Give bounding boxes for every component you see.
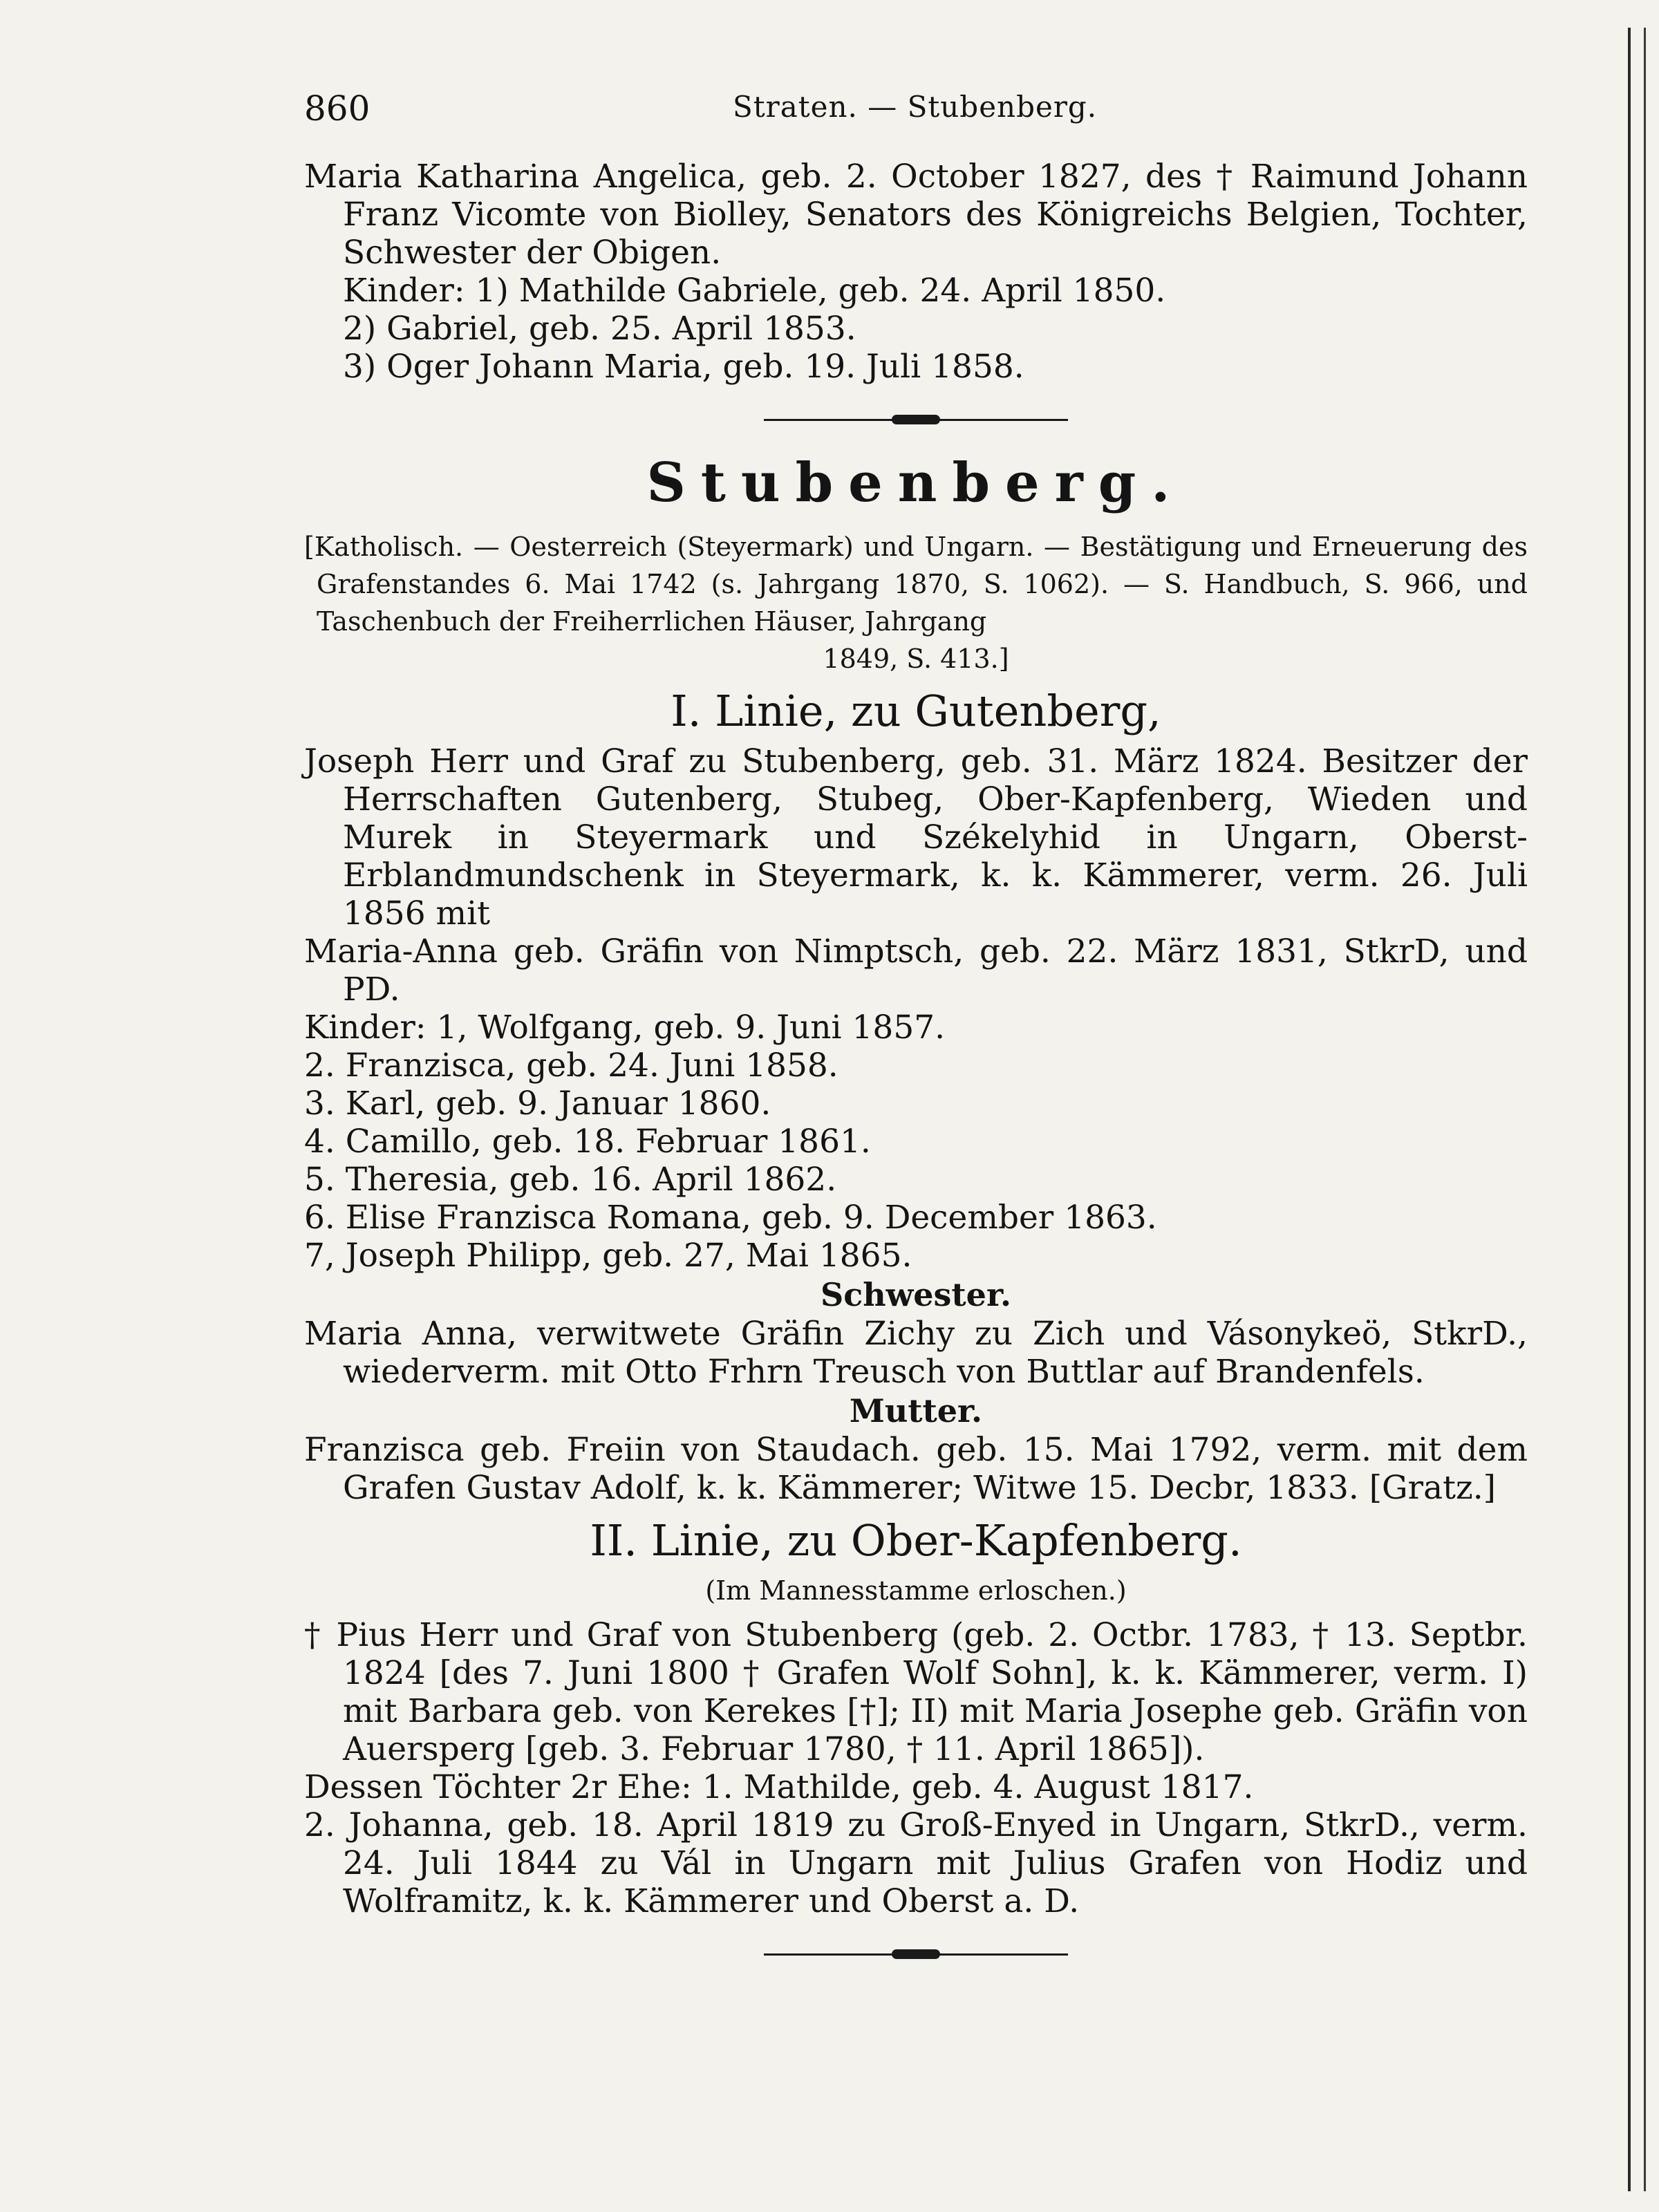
mother-entry: Franzisca geb. Freiin von Staudach. geb. 15. Mai 1792, verm. mit dem Grafen Gustav Adolf, k. k. Kämmerer; Witwe 15. Decbr, 1833. [Gratz.] xyxy=(304,1431,1528,1507)
line1-child-4: 4. Camillo, geb. 18. Februar 1861. xyxy=(304,1123,871,1161)
running-head: Straten. — Stubenberg. xyxy=(733,90,1098,124)
line2-note: (Im Mannesstamme erloschen.) xyxy=(705,1575,1127,1606)
right-margin-rule xyxy=(1628,28,1631,2191)
line1-spouse-entry: Maria-Anna geb. Gräfin von Nimptsch, geb. 22. März 1831, StkrD, und PD. xyxy=(304,932,1528,1009)
family-meta xyxy=(304,528,1528,677)
mother-heading: Mutter. xyxy=(849,1392,983,1430)
line2-heading: II. Linie, zu Ober-Kapfenberg. xyxy=(590,1515,1242,1566)
line1-child-5: 5. Theresia, geb. 16. April 1862. xyxy=(304,1161,837,1199)
sister-heading: Schwester. xyxy=(821,1276,1011,1313)
page-content xyxy=(304,158,1528,1987)
line1-heading: I. Linie, zu Gutenberg, xyxy=(671,686,1161,736)
line1-head-entry: Joseph Herr und Graf zu Stubenberg, geb. 31. März 1824. Besitzer der Herrschaften Gutenberg, Stubeg, Ober-Kapfenberg, Wieden und Murek in Steyermark und Székelyhid in Ungarn, Oberst-Erblandmundschenk in Steyermark, k. k. Kämmerer, verm. 26. Juli 1856 mit xyxy=(304,742,1528,932)
intro-child-3: 3) Oger Johann Maria, geb. 19. Juli 1858. xyxy=(343,348,1024,386)
line2-daughters-line: Dessen Töchter 2r Ehe: 1. Mathilde, geb. 4. August 1817. xyxy=(304,1768,1254,1806)
page-number: 860 xyxy=(304,88,371,129)
right-margin-rule-outer xyxy=(1644,28,1646,2191)
intro-entry: Maria Katharina Angelica, geb. 2. October 1827, des † Raimund Johann Franz Vicomte von Biolley, Senators des Königreichs Belgien, Tochter, Schwester der Obigen. xyxy=(304,158,1528,272)
line2-daughter-2: 2. Johanna, geb. 18. April 1819 zu Groß-Enyed in Ungarn, StkrD., verm. 24. Juli 1844 zu Vál in Ungarn mit Julius Grafen von Hodiz und Wolframitz, k. k. Kämmerer und Oberst a. D. xyxy=(304,1806,1528,1920)
line1-child-2: 2. Franzisca, geb. 24. Juni 1858. xyxy=(304,1047,838,1085)
line2-entry: † Pius Herr und Graf von Stubenberg (geb. 2. Octbr. 1783, † 13. Septbr. 1824 [des 7. Juni 1800 † Grafen Wolf Sohn], k. k. Kämmerer, verm. I) mit Barbara geb. von Kerekes [†]; II) mit Maria Josephe geb. Gräfin von Auersperg [geb. 3. Februar 1780, † 11. April 1865]). xyxy=(304,1616,1528,1768)
end-divider-ornament xyxy=(764,1949,1068,1959)
line1-child-6: 6. Elise Franzisca Romana, geb. 9. December 1863. xyxy=(304,1199,1157,1237)
intro-child-1: Kinder: 1) Mathilde Gabriele, geb. 24. April 1850. xyxy=(343,272,1166,310)
family-meta-end: 1849, S. 413.] xyxy=(823,644,1009,674)
page-header xyxy=(304,88,1535,130)
line1-child-3: 3. Karl, geb. 9. Januar 1860. xyxy=(304,1085,771,1123)
line1-child-7: 7, Joseph Philipp, geb. 27, Mai 1865. xyxy=(304,1237,912,1275)
sister-entry: Maria Anna, verwitwete Gräfin Zichy zu Zich und Vásonykeö, StkrD., wiederverm. mit Otto Frhrn Treusch von Buttlar auf Brandenfels. xyxy=(304,1315,1528,1391)
section-divider-ornament xyxy=(764,415,1068,424)
family-title: Stubenberg. xyxy=(646,451,1185,514)
intro-child-2: 2) Gabriel, geb. 25. April 1853. xyxy=(343,310,856,348)
family-meta-text: [Katholisch. — Oesterreich (Steyermark) und Ungarn. — Bestätigung und Erneuerung des Grafenstandes 6. Mai 1742 (s. Jahrgang 1870, S. 1062). — S. Handbuch, S. 966, und Taschenbuch der Freiherrlichen Häuser, Jahrgang xyxy=(304,532,1528,637)
line1-child-1: Kinder: 1, Wolfgang, geb. 9. Juni 1857. xyxy=(304,1009,946,1047)
